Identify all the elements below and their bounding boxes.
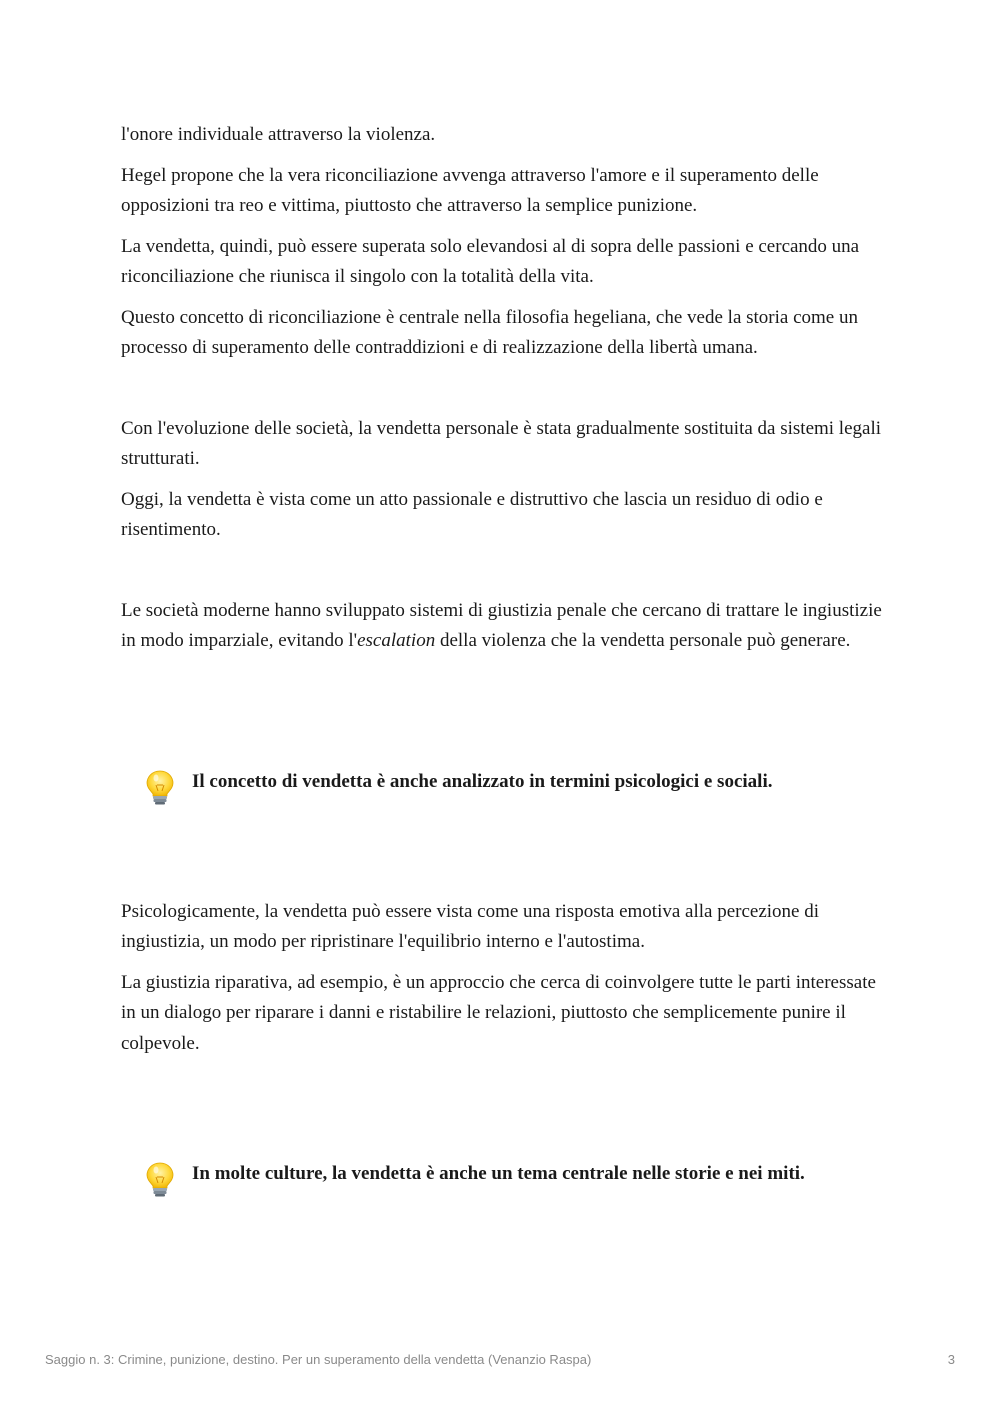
spacer bbox=[121, 807, 891, 897]
spacer bbox=[121, 374, 891, 414]
paragraph: Questo concetto di riconciliazione è centrale nella filosofia hegeliana, che vede la storia come un processo di superamento delle contraddizioni e di realizzazione della libertà umana. bbox=[121, 306, 858, 358]
paragraph: La vendetta, quindi, può essere superata solo elevandosi al di sopra delle passioni e cercando una riconciliazione che riunisca il singolo con la totalità della vita. bbox=[121, 235, 860, 287]
paragraph: Oggi, la vendetta è vista come un atto passionale e distruttivo che lascia un residuo di odio e risentimento. bbox=[121, 488, 823, 540]
paragraph: La giustizia riparativa, ad esempio, è un approccio che cerca di coinvolgere tutte le parti interessate in un dialogo per riparare i danni e ristabilire le relazioni, piuttosto che semplicemente punire il colpevole. bbox=[121, 971, 876, 1054]
page-number: 3 bbox=[947, 1352, 955, 1367]
callout-text: Il concetto di vendetta è anche analizzato in termini psicologici e sociali. bbox=[192, 770, 773, 792]
paragraph: Psicologicamente, la vendetta può essere vista come una risposta emotiva alla percezione di ingiustizia, un modo per ripristinare l'equilibrio interno e l'autostima. bbox=[121, 900, 819, 952]
spacer bbox=[121, 667, 891, 767]
italic-term: escalation bbox=[357, 630, 436, 651]
lightbulb-icon bbox=[143, 1159, 177, 1199]
page-footer bbox=[45, 1352, 955, 1367]
lightbulb-icon bbox=[143, 767, 177, 807]
spacer bbox=[121, 1069, 891, 1159]
paragraph-text: della violenza che la vendetta personale può generare. bbox=[435, 630, 851, 651]
callout-text: In molte culture, la vendetta è anche un tema centrale nelle storie e nei miti. bbox=[192, 1163, 805, 1184]
paragraph: l'onore individuale attraverso la violenza. bbox=[121, 124, 436, 145]
spacer bbox=[121, 556, 891, 596]
paragraph bbox=[121, 596, 891, 657]
callout-box bbox=[143, 1159, 891, 1199]
paragraph-text: Le società moderne hanno sviluppato sistemi di giustizia penale che cercano di trattare le ingiustizie in modo imparziale, evitando l' bbox=[121, 599, 882, 651]
footer-title: Saggio n. 3: Crimine, punizione, destino. Per un superamento della vendetta (Venanzio Raspa) bbox=[45, 1352, 592, 1367]
paragraph: Con l'evoluzione delle società, la vendetta personale è stata gradualmente sostituita da sistemi legali strutturati. bbox=[121, 417, 882, 469]
paragraph: Hegel propone che la vera riconciliazione avvenga attraverso l'amore e il superamento delle opposizioni tra reo e vittima, piuttosto che attraverso la semplice punizione. bbox=[121, 164, 819, 216]
document-body bbox=[121, 120, 891, 1199]
callout-box bbox=[143, 767, 891, 807]
